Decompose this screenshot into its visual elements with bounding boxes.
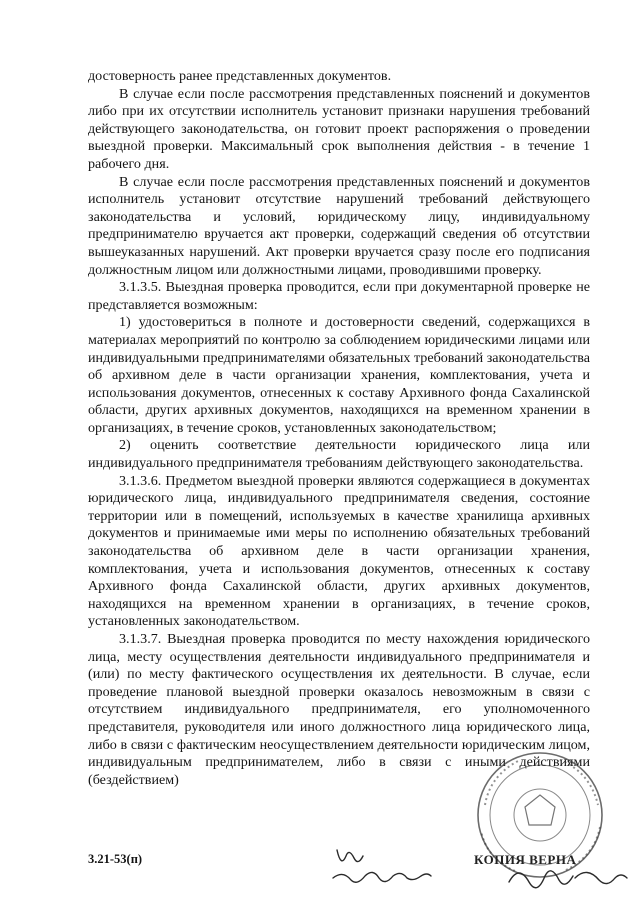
list-item-2: 2) оценить соответствие деятельности юридического лица или индивидуального предпринимателя требованиям действующего законодательства. <box>88 437 590 472</box>
copy-certified-stamp-text: КОПИЯ ВЕРНА <box>474 852 577 867</box>
paragraph-3-1-3-6: 3.1.3.6. Предметом выездной проверки являются содержащиеся в документах юридического лица, индивидуального предпринимателя сведения, состояние территории или в помещений, используемых в качестве хранилища архивных документов и принимаемые ими меры по исполнению обязательных требований законодательства об архивном деле в части организации хранения, комплектования, учета и использования документов, отнесенных к составу Архивного фонда Сахалинской области, других архивных документов, находящихся на временном хранении в организациях, в течение сроков, установленных законодательством. <box>88 472 590 630</box>
handwritten-signature <box>325 838 455 893</box>
paragraph-continuation: достоверность ранее представленных документов. <box>88 68 392 84</box>
paragraph-3-1-3-5: 3.1.3.5. Выездная проверка проводится, если при документарной проверке не представляется возможным: <box>88 279 590 313</box>
list-item-1: 1) удостовериться в полноте и достоверности сведений, содержащихся в материалах мероприятий по контролю за соблюдением юридическими лицами или индивидуальными предпринимателями обязательных требований законодательства об архивном деле в части организации хранения, комплектования, учета и использования документов, отнесенных к составу Архивного фонда Сахалинской области, других архивных документов, находящихся на временном хранении в организациях, в течение сроков, установленных законодательством; <box>88 314 590 436</box>
paragraph-violations-found: В случае если после рассмотрения представленных пояснений и документов либо при их отсутствии исполнитель установит признаки нарушения требований действующего законодательства, он готовит проект распоряжения о проведении выездной проверки. Максимальный срок выполнения действия - в течение 1 рабочего дня. <box>88 85 590 172</box>
document-body <box>88 68 590 789</box>
document-code: 3.21-53(п) <box>88 852 143 866</box>
paragraph-3-1-3-7: 3.1.3.7. Выездная проверка проводится по месту нахождения юридического лица, месту осуществления деятельности индивидуального предпринимателя и (или) по месту фактического осуществления их деятельности. В случае, если проведение плановой выездной проверки оказалось невозможным в связи с отсутствием индивидуального предпринимателя, его уполномоченного представителя, руководителя или иного должностного лица юридического лица, либо в связи с фактическим неосуществлением деятельности юридическим лицом, индивидуальным предпринимателем, либо в связи с иными действиями (бездействием) <box>88 631 590 788</box>
official-signature <box>505 858 635 898</box>
paragraph-no-violations: В случае если после рассмотрения представленных пояснений и документов исполнитель установит отсутствие нарушений требований действующего законодательства и условий, юридическому лицу, индивидуальному предпринимателю вручается акт проверки, содержащий сведения об отсутствии вышеуказанных нарушений. Акт проверки вручается сразу после его подписания должностным лицом или должностными лицами, проводившими проверку. <box>88 173 590 278</box>
